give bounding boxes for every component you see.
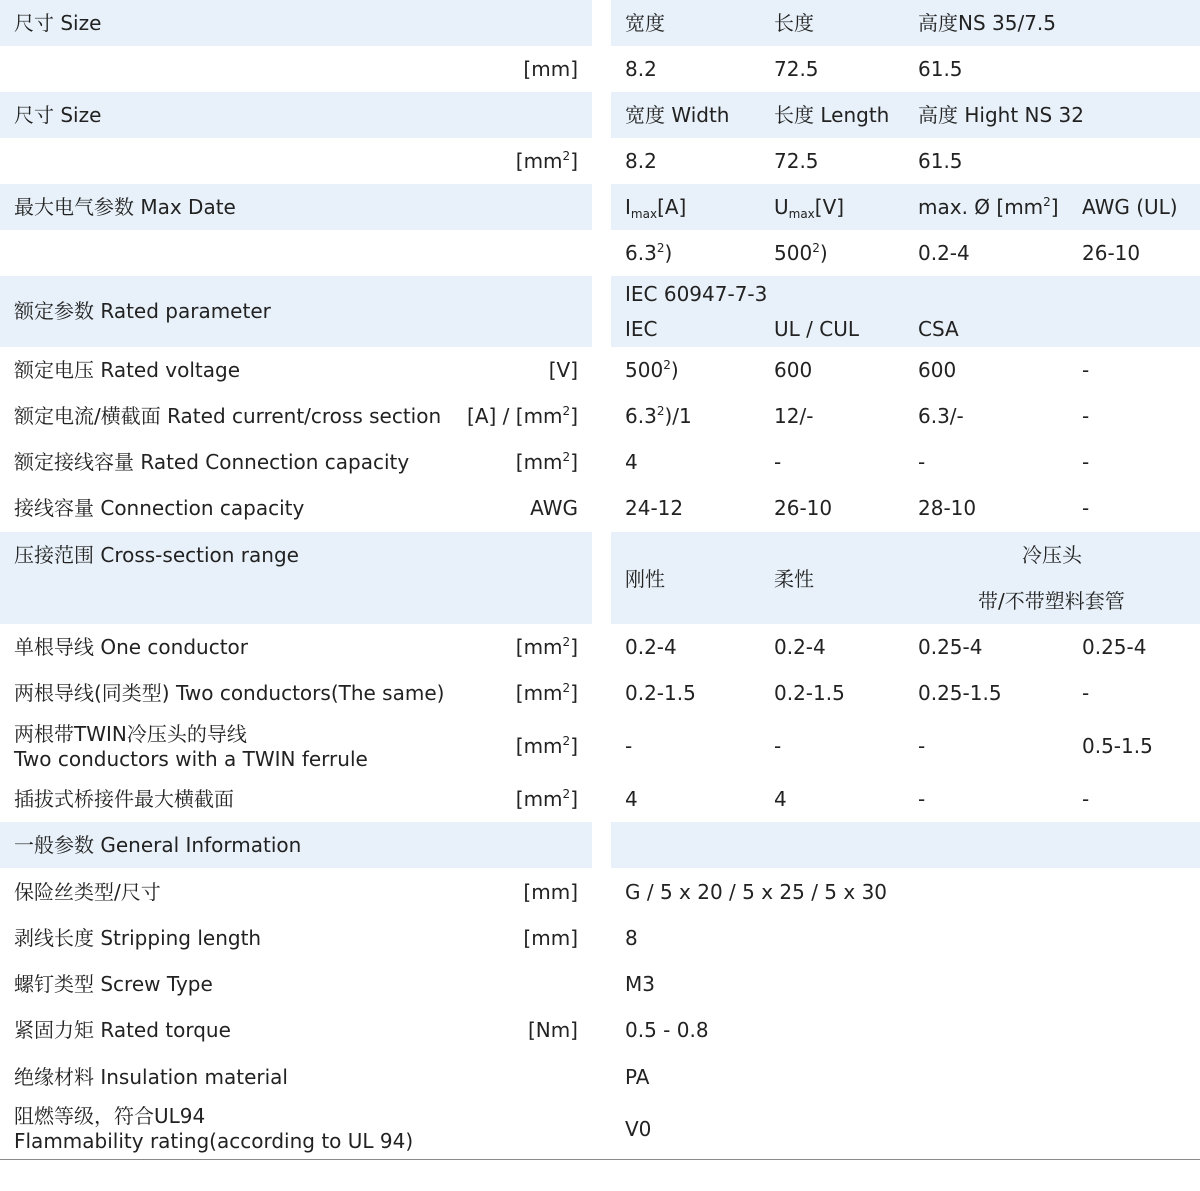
table-row-max-data-header [0, 184, 1200, 230]
cell-ferrule-value: - [918, 734, 926, 758]
column-header-iec: IEC [625, 317, 658, 341]
cell-flexible-value: - [774, 734, 782, 758]
row-label: 一般参数 General Information [14, 833, 302, 857]
row-label: 额定电压 Rated voltage [14, 358, 240, 382]
cell-csa-value: 6.3/- [918, 404, 964, 428]
row-unit: $[mm^2]$ [515, 149, 578, 173]
table-row-twin-ferrule [0, 716, 1200, 776]
table-row-flammability-rating [0, 1100, 1200, 1158]
cell-value: 0.5 - 0.8 [625, 1018, 709, 1042]
table-row-rated-voltage [0, 347, 1200, 393]
column-header-width: 宽度 Width [625, 103, 730, 127]
cell-ferrule-value: 0.25-4 [918, 635, 983, 659]
row-label: 额定接线容量 Rated Connection capacity [14, 450, 410, 474]
cell-value: PA [625, 1065, 650, 1089]
cell-iec-value: $500^2$) [625, 358, 679, 382]
table-row-rated-connection-capacity [0, 439, 1200, 485]
cell-ul-value: 12/- [774, 404, 814, 428]
table-row-size-header [0, 0, 1200, 46]
row-label: 插拔式桥接件最大横截面 [14, 787, 234, 811]
cell-ferrule-value: - [918, 787, 926, 811]
cell-flexible-value: 0.2-1.5 [774, 681, 845, 705]
table-bottom-divider [0, 1159, 1200, 1160]
row-label: 额定电流/横截面 Rated current/cross section [14, 404, 442, 428]
table-row-general-information [0, 822, 1200, 868]
row-unit: [mm] [523, 926, 578, 950]
row-label: 尺寸 Size [14, 103, 102, 127]
row-label: 额定参数 Rated parameter [14, 299, 271, 323]
row-label: 绝缘材料 Insulation material [14, 1065, 288, 1089]
row-label: 阻燃等级，符合UL94 Flammability rating(according to UL 94) [14, 1104, 414, 1153]
table-row-one-conductor [0, 624, 1200, 670]
column-header-length: 长度 Length [774, 103, 890, 127]
cell-ferrule-sleeve-value: 0.25-4 [1082, 635, 1147, 659]
cell-ul-value: - [774, 450, 782, 474]
table-row-two-conductors [0, 670, 1200, 716]
table-row-rated-parameter [0, 276, 1200, 347]
cell-imax-value: $6.3^2$) [625, 241, 673, 265]
row-label: 最大电气参数 Max Date [14, 195, 236, 219]
standard-label: IEC 60947-7-3 [625, 282, 768, 306]
cell-iec-value: $6.3^2)/1$ [625, 404, 692, 428]
row-label: 单根导线 One conductor [14, 635, 249, 659]
table-row-fuse-type [0, 868, 1200, 914]
row-unit: $[A] / [mm^2]$ [467, 404, 578, 428]
cell-height-value: 61.5 [918, 57, 963, 81]
row-unit: [Nm] [527, 1018, 578, 1042]
column-header-csa: CSA [918, 317, 959, 341]
cell-col4-value: - [1082, 404, 1090, 428]
column-header-ferrule: 冷压头 [1022, 543, 1082, 567]
table-row-cross-section-range [0, 532, 1200, 624]
row-label: 压接范围 Cross-section range [14, 543, 299, 567]
cell-rigid-value: 0.2-4 [625, 635, 677, 659]
row-label: 紧固力矩 Rated torque [14, 1018, 231, 1042]
row-label: 剥线长度 Stripping length [14, 926, 262, 950]
cell-rigid-value: - [625, 734, 633, 758]
cell-col4-value: - [1082, 358, 1090, 382]
table-row-size-values-2 [0, 138, 1200, 184]
cell-iec-value: 4 [625, 450, 638, 474]
cell-width-value: 8.2 [625, 57, 657, 81]
row-unit: [V] [548, 358, 578, 382]
cell-value: M3 [625, 972, 655, 996]
cell-ul-value: 26-10 [774, 496, 833, 520]
cell-ferrule-sleeve-value: 0.5-1.5 [1082, 734, 1153, 758]
table-row-rated-torque [0, 1006, 1200, 1052]
row-unit: [mm] [523, 57, 578, 81]
table-row-size-header-bilingual [0, 92, 1200, 138]
row-unit: $[mm^2]$ [515, 734, 578, 758]
cell-max-diameter-value: 0.2-4 [918, 241, 970, 265]
cell-value: G / 5 x 20 / 5 x 25 / 5 x 30 [625, 880, 888, 904]
cell-height-value: 61.5 [918, 149, 963, 173]
cell-value: V0 [625, 1117, 652, 1141]
cell-csa-value: - [918, 450, 926, 474]
cell-iec-value: 24-12 [625, 496, 684, 520]
table-row-rated-current [0, 393, 1200, 439]
cell-flexible-value: 0.2-4 [774, 635, 826, 659]
table-row-size-values [0, 46, 1200, 92]
column-header-awg: AWG (UL) [1082, 195, 1178, 219]
cell-umax-value: $500^2$) [774, 241, 828, 265]
row-label: 螺钉类型 Screw Type [14, 972, 213, 996]
cell-ferrule-value: 0.25-1.5 [918, 681, 1002, 705]
column-header-imax: $I_{max}[A]$ [625, 195, 687, 221]
column-header-ferrule-sleeve: 带/不带塑料套管 [978, 589, 1125, 613]
column-header-length: 长度 [774, 11, 814, 35]
cell-ferrule-sleeve-value: - [1082, 681, 1090, 705]
column-header-ul-cul: UL / CUL [774, 317, 859, 341]
row-label: 两根导线(同类型) Two conductors(The same) [14, 681, 445, 705]
row-unit: AWG [530, 496, 578, 520]
row-unit: $[mm^2]$ [515, 450, 578, 474]
table-row-insulation-material [0, 1053, 1200, 1099]
row-unit: [mm] [523, 880, 578, 904]
column-header-width: 宽度 [625, 11, 665, 35]
cell-col4-value: - [1082, 496, 1090, 520]
row-label: 保险丝类型/尺寸 [14, 880, 161, 904]
column-header-height: 高度 Hight NS 32 [918, 103, 1084, 127]
cell-ferrule-sleeve-value: - [1082, 787, 1090, 811]
cell-col4-value: - [1082, 450, 1090, 474]
row-label: 接线容量 Connection capacity [14, 496, 305, 520]
cell-csa-value: 28-10 [918, 496, 977, 520]
table-row-bridge-cross-section [0, 776, 1200, 822]
column-header-rigid: 刚性 [625, 567, 665, 591]
cell-csa-value: 600 [918, 358, 957, 382]
cell-length-value: 72.5 [774, 149, 819, 173]
table-row-stripping-length [0, 914, 1200, 960]
row-label: 两根带TWIN冷压头的导线 Two conductors with a TWIN ferrule [14, 722, 368, 771]
cell-width-value: 8.2 [625, 149, 657, 173]
row-label: 尺寸 Size [14, 11, 102, 35]
cell-length-value: 72.5 [774, 57, 819, 81]
cell-flexible-value: 4 [774, 787, 787, 811]
table-row-max-data-values [0, 230, 1200, 276]
column-header-umax: $U_{max}[V]$ [774, 195, 845, 221]
column-header-flexible: 柔性 [774, 567, 814, 591]
row-unit: $[mm^2]$ [515, 681, 578, 705]
row-unit: $[mm^2]$ [515, 635, 578, 659]
column-header-height: 高度NS 35/7.5 [918, 11, 1057, 35]
cell-rigid-value: 0.2-1.5 [625, 681, 696, 705]
column-header-max-diameter: max. Ø $[mm^2]$ [918, 195, 1059, 219]
cell-rigid-value: 4 [625, 787, 638, 811]
row-unit: $[mm^2]$ [515, 787, 578, 811]
cell-value: 8 [625, 926, 638, 950]
table-row-screw-type [0, 960, 1200, 1006]
table-row-connection-capacity [0, 485, 1200, 531]
cell-awg-value: 26-10 [1082, 241, 1141, 265]
cell-ul-value: 600 [774, 358, 813, 382]
